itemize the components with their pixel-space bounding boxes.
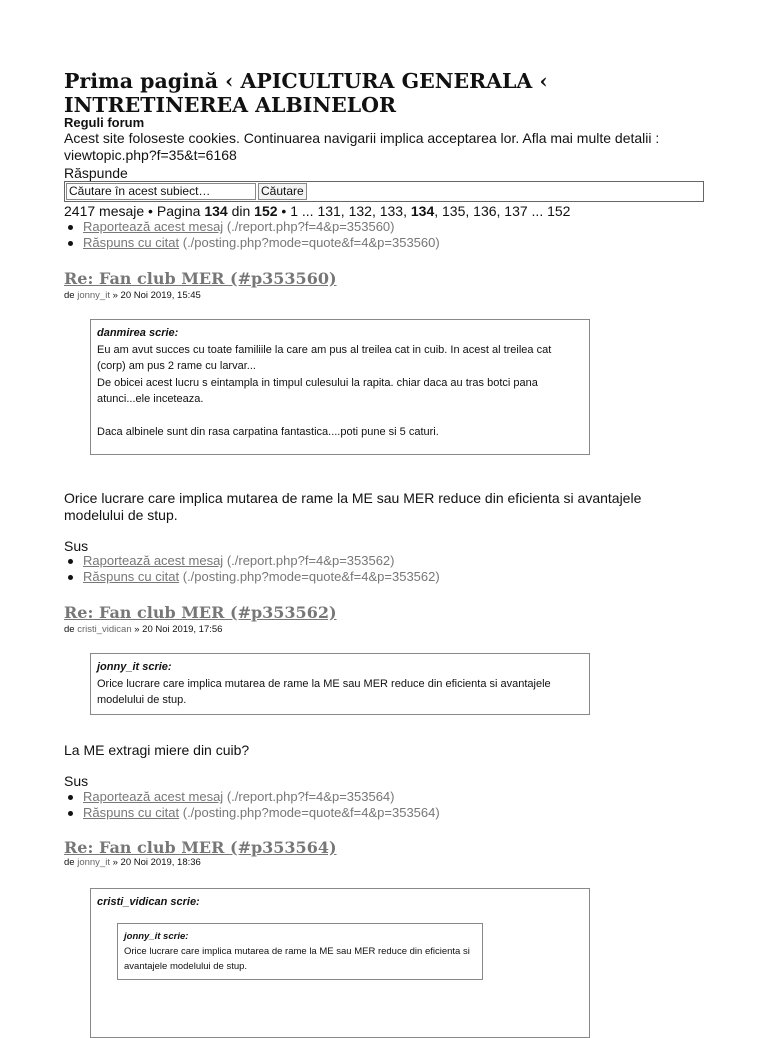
post-date: » 20 Noi 2019, 18:36 — [112, 857, 201, 868]
post-meta: de jonny_it » 20 Noi 2019, 15:45 — [64, 290, 201, 301]
report-post-link[interactable]: Raportează acest mesaj — [83, 789, 224, 804]
quote-text: De obicei acest lucru s eintampla in timpul culesului la rapita. chiar daca au tras botci pana atunci...ele inceteaza. — [97, 376, 538, 405]
post-action-list — [64, 789, 440, 821]
post-author[interactable]: cristi_vidican — [77, 624, 132, 635]
post-author[interactable]: jonny_it — [77, 290, 110, 301]
list-item — [64, 789, 440, 805]
page-link-current: 134 — [410, 203, 435, 219]
report-post-link[interactable]: Raportează acest mesaj — [83, 219, 224, 234]
nested-quote-block — [117, 923, 483, 980]
quote-block — [90, 653, 590, 715]
quote-reply-link[interactable]: Răspuns cu citat — [83, 235, 180, 250]
post-title[interactable]: Re: Fan club MER (#p353564) — [64, 838, 337, 857]
quote-block — [90, 888, 590, 1038]
page-of: din — [231, 203, 251, 219]
list-item — [64, 235, 440, 251]
quote-text: Daca albinele sunt din rasa carpatina fantastica....poti pune si 5 caturi. — [97, 425, 439, 438]
page-label: Pagina — [156, 203, 201, 219]
cookie-notice: Acest site foloseste cookies. Continuarea navigarii implica acceptarea lor. Afla mai multe detalii : viewtopic.php?f=35&t=6168 — [64, 130, 660, 163]
quote-block — [90, 319, 590, 455]
list-item — [64, 805, 440, 821]
quote-text: Eu am avut succes cu toate familiile la care am pus al treilea cat in cuib. In acest al treilea cat (corp) am pus 2 rame cu larvar... — [97, 343, 552, 372]
search-button[interactable]: Căutare — [258, 183, 307, 200]
quote-header: danmirea scrie: — [97, 327, 179, 339]
report-post-url[interactable]: (./report.php?f=4&p=353560) — [226, 219, 395, 234]
quote-reply-url[interactable]: (./posting.php?mode=quote&f=4&p=353562) — [182, 569, 440, 584]
report-post-url[interactable]: (./report.php?f=4&p=353564) — [226, 789, 395, 804]
back-to-top-link[interactable]: Sus — [64, 538, 89, 554]
post-body: La ME extragi miere din cuib? — [64, 742, 250, 758]
quote-reply-link[interactable]: Răspuns cu citat — [83, 805, 180, 820]
post-body: Orice lucrare care implica mutarea de rame la ME sau MER reduce din eficienta si avantajele modelului de stup. — [64, 490, 642, 523]
search-input[interactable]: Căutare în acest subiect… — [66, 183, 256, 200]
post-author[interactable]: jonny_it — [77, 857, 110, 868]
post-date: » 20 Noi 2019, 15:45 — [112, 290, 201, 301]
page-links-after[interactable]: 135, 136, 137 ... 152 — [442, 203, 571, 219]
page-links-before[interactable]: 1 ... 131, 132, 133, — [290, 203, 407, 219]
total-pages: 152 — [254, 203, 278, 219]
quote-reply-url[interactable]: (./posting.php?mode=quote&f=4&p=353560) — [182, 235, 440, 250]
list-item — [64, 569, 440, 585]
top-action-list — [64, 219, 440, 251]
pagination: 2417 mesaje • Pagina 134 din 152 • 1 ... 131, 132, 133, 134, 135, 136, 137 ... 152 — [64, 203, 571, 219]
nested-quote-header: jonny_it scrie: — [124, 930, 189, 942]
reply-button[interactable]: Răspunde — [64, 165, 128, 181]
quote-reply-url[interactable]: (./posting.php?mode=quote&f=4&p=353564) — [182, 805, 440, 820]
back-to-top-link[interactable]: Sus — [64, 773, 89, 789]
post-meta: de cristi_vidican » 20 Noi 2019, 17:56 — [64, 624, 223, 635]
list-item — [64, 219, 440, 235]
quote-reply-link[interactable]: Răspuns cu citat — [83, 569, 180, 584]
report-post-url[interactable]: (./report.php?f=4&p=353562) — [226, 553, 395, 568]
nested-quote-text: Orice lucrare care implica mutarea de rame la ME sau MER reduce din eficienta si avantajele modelului de stup. — [124, 945, 470, 972]
post-title[interactable]: Re: Fan club MER (#p353560) — [64, 269, 337, 288]
list-item — [64, 553, 440, 569]
forum-rules-link[interactable]: Reguli forum — [64, 115, 145, 130]
current-page: 134 — [204, 203, 228, 219]
report-post-link[interactable]: Raportează acest mesaj — [83, 553, 224, 568]
post-meta: de jonny_it » 20 Noi 2019, 18:36 — [64, 857, 201, 868]
quote-header: cristi_vidican scrie: — [97, 896, 200, 908]
post-date: » 20 Noi 2019, 17:56 — [134, 624, 223, 635]
quote-header: jonny_it scrie: — [97, 661, 172, 673]
page-title: Prima pagină ‹ APICULTURA GENERALA ‹ INTRETINEREA ALBINELOR — [64, 69, 548, 117]
post-action-list — [64, 553, 440, 585]
quote-text: Orice lucrare care implica mutarea de rame la ME sau MER reduce din eficienta si avantajele modelului de stup. — [97, 677, 551, 706]
post-count: 2417 mesaje — [64, 203, 145, 219]
post-title[interactable]: Re: Fan club MER (#p353562) — [64, 603, 337, 622]
search-form — [64, 181, 704, 202]
